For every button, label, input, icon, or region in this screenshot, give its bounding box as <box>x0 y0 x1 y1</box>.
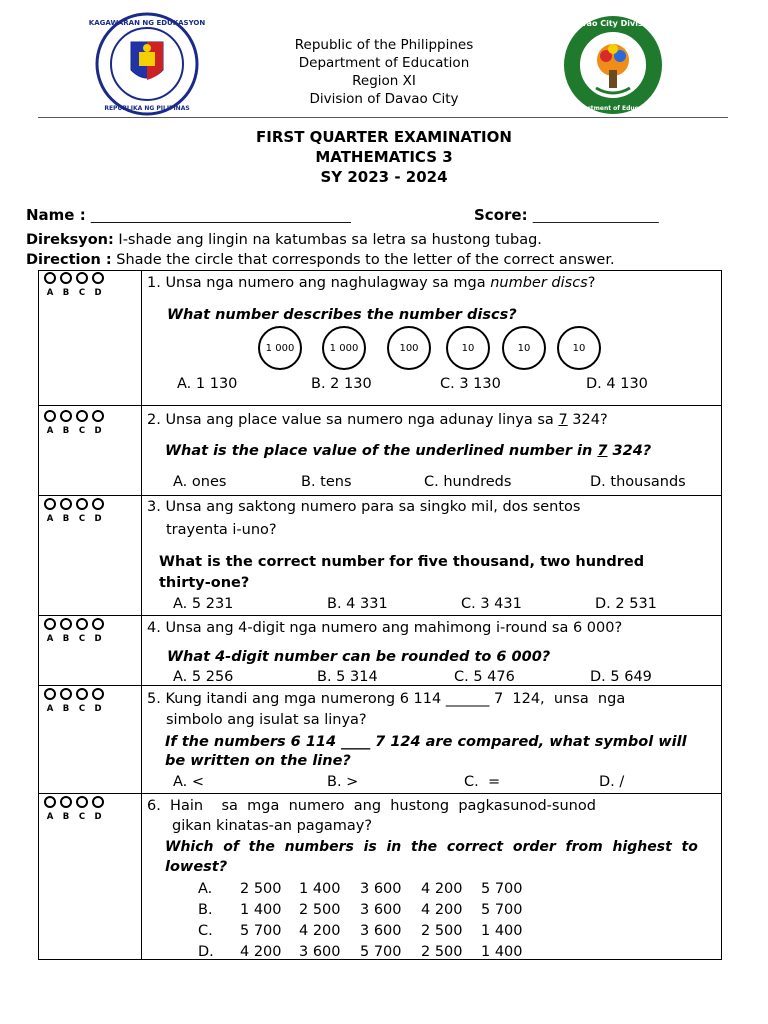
q1-cebuano: 1. Unsa nga numero ang naghulagway sa mga number discs? <box>147 275 596 291</box>
q5-english-line1: If the numbers 6 114 ____ 7 124 are compared, what symbol will <box>165 734 687 750</box>
direksyon-instruction <box>26 231 542 250</box>
direction-text: Shade the circle that corresponds to the letter of the correct answer. <box>111 252 615 268</box>
answer-bubble-d[interactable] <box>92 272 104 284</box>
bubble-letter: D <box>94 704 102 714</box>
bubble-letter: C <box>78 812 86 822</box>
bubble-letter: C <box>78 634 86 644</box>
direksyon-text: I-shade ang lingin na katumbas sa letra sa hustong tubag. <box>113 232 542 248</box>
bubble-letter: D <box>94 514 102 524</box>
answer-bubble-a[interactable] <box>44 796 56 808</box>
q6-option-letter[interactable]: D. <box>198 944 214 960</box>
q6-sequence-value: 3 600 <box>299 944 341 960</box>
answer-bubble-a[interactable] <box>44 498 56 510</box>
q6-sequence-value: 4 200 <box>299 923 341 939</box>
q6-sequence-value: 1 400 <box>299 881 341 897</box>
score-field[interactable]: _____________________ <box>532 209 659 223</box>
bubble-letter: D <box>94 426 102 436</box>
answer-bubbles-q1 <box>44 272 104 284</box>
q6-sequence-value: 2 500 <box>299 902 341 918</box>
number-disc: 1 000 <box>258 326 302 370</box>
bubble-letter: C <box>78 288 86 298</box>
answer-bubbles-q3 <box>44 498 104 510</box>
name-row <box>26 206 351 224</box>
q5-english-line2: be written on the line? <box>165 753 351 769</box>
q4-option-b[interactable]: B. 5 314 <box>317 669 378 685</box>
answer-bubble-a[interactable] <box>44 410 56 422</box>
answer-bubble-a[interactable] <box>44 688 56 700</box>
row-divider-5 <box>38 793 722 794</box>
q6-sequence-value: 2 500 <box>421 923 463 939</box>
q2-option-c[interactable]: C. hundreds <box>424 474 512 490</box>
q5-option-a[interactable]: A. < <box>173 774 205 790</box>
q6-english-line2: lowest? <box>165 859 228 875</box>
name-field[interactable]: ________________________________________ <box>90 209 351 224</box>
bubble-letter: B <box>62 426 70 436</box>
deped-seal-logo <box>88 12 206 116</box>
answer-bubble-a[interactable] <box>44 618 56 630</box>
answer-bubble-b[interactable] <box>60 618 72 630</box>
answer-bubbles-q5 <box>44 688 104 700</box>
q2-option-a[interactable]: A. ones <box>173 474 227 490</box>
q1-option-d[interactable]: D. 4 130 <box>586 376 648 392</box>
q6-sequence-value: 2 500 <box>240 881 282 897</box>
q4-option-d[interactable]: D. 5 649 <box>590 669 652 685</box>
header-republic: Republic of the Philippines <box>294 37 474 53</box>
exam-subject: MATHEMATICS 3 <box>315 148 453 166</box>
answer-bubble-c[interactable] <box>76 618 88 630</box>
bubble-letters-q6 <box>44 812 104 822</box>
direction-instruction <box>26 251 615 270</box>
direksyon-label: Direksyon: <box>26 232 114 248</box>
bubble-letter: A <box>46 704 54 714</box>
q6-sequence-value: 3 600 <box>360 902 402 918</box>
q3-option-b[interactable]: B. 4 331 <box>327 596 388 612</box>
score-row <box>474 206 659 224</box>
svg-text:Davao City Division: Davao City Division <box>569 19 657 28</box>
q6-option-letter[interactable]: C. <box>198 923 213 939</box>
q6-sequence-value: 1 400 <box>481 923 523 939</box>
answer-bubble-a[interactable] <box>44 272 56 284</box>
answer-bubble-c[interactable] <box>76 688 88 700</box>
bubble-letter: C <box>78 514 86 524</box>
number-disc: 10 <box>557 326 601 370</box>
svg-text:REPUBLIKA NG PILIPINAS: REPUBLIKA NG PILIPINAS <box>104 105 190 112</box>
number-disc: 100 <box>387 326 431 370</box>
bubble-letter: D <box>94 288 102 298</box>
header-region: Region XI <box>352 73 416 89</box>
answer-bubble-d[interactable] <box>92 498 104 510</box>
bubble-letters-q5 <box>44 704 104 714</box>
row-divider-2 <box>38 495 722 496</box>
bubble-letters-q4 <box>44 634 104 644</box>
header-department: Department of Education <box>298 55 470 71</box>
davao-division-seal-logo <box>562 14 664 116</box>
header-division: Division of Davao City <box>309 91 459 107</box>
bubble-letter: C <box>78 704 86 714</box>
q6-option-letter[interactable]: B. <box>198 902 213 918</box>
answer-bubbles-q2 <box>44 410 104 422</box>
answer-bubbles-q4 <box>44 618 104 630</box>
q5-option-b[interactable]: B. > <box>327 774 359 790</box>
bubble-letter: D <box>94 634 102 644</box>
number-disc: 1 000 <box>322 326 366 370</box>
bubble-letter: A <box>46 514 54 524</box>
q3-cebuano-line2: trayenta i-uno? <box>166 522 277 538</box>
q5-option-d[interactable]: D. / <box>599 774 625 790</box>
score-label: Score: <box>474 206 533 224</box>
answer-bubble-b[interactable] <box>60 410 72 422</box>
q4-english: What 4-digit number can be rounded to 6 000? <box>167 649 551 665</box>
answer-bubbles-q6 <box>44 796 104 808</box>
q6-sequence-value: 5 700 <box>240 923 282 939</box>
q6-english-line1: Which of the numbers is in the correct order from highest to <box>165 839 698 855</box>
name-label: Name : <box>26 206 91 224</box>
q4-option-a[interactable]: A. 5 256 <box>173 669 234 685</box>
svg-text:KAGAWARAN NG EDUKASYON: KAGAWARAN NG EDUKASYON <box>88 19 206 27</box>
answer-bubble-d[interactable] <box>92 688 104 700</box>
q4-option-c[interactable]: C. 5 476 <box>454 669 515 685</box>
bubble-letter: B <box>62 634 70 644</box>
q6-sequence-value: 1 400 <box>240 902 282 918</box>
bubble-letter: B <box>62 288 70 298</box>
q6-sequence-value: 5 700 <box>360 944 402 960</box>
q3-option-d[interactable]: D. 2 531 <box>595 596 657 612</box>
q6-sequence-value: 1 400 <box>481 944 523 960</box>
q3-english-line2: thirty-one? <box>159 575 250 591</box>
bubble-letter: D <box>94 812 102 822</box>
q6-sequence-value: 4 200 <box>421 902 463 918</box>
q6-sequence-value: 5 700 <box>481 881 523 897</box>
q2-option-b[interactable]: B. tens <box>301 474 352 490</box>
answer-bubble-b[interactable] <box>60 796 72 808</box>
answer-bubble-d[interactable] <box>92 410 104 422</box>
answer-bubble-b[interactable] <box>60 498 72 510</box>
bubble-letter: B <box>62 812 70 822</box>
q5-cebuano-line2: simbolo ang isulat sa linya? <box>166 712 367 728</box>
exam-title: FIRST QUARTER EXAMINATION <box>256 128 512 146</box>
q6-sequence-value: 4 200 <box>421 881 463 897</box>
q1-option-c[interactable]: C. 3 130 <box>440 376 501 392</box>
q3-english-line1: What is the correct number for five thousand, two hundred <box>159 554 645 570</box>
header-divider <box>38 117 728 118</box>
exam-year: SY 2023 - 2024 <box>320 168 448 186</box>
q6-sequence-value: 4 200 <box>240 944 282 960</box>
q2-english: What is the place value of the underlined number in 7 324? <box>165 443 652 459</box>
bubble-letters-q2 <box>44 426 104 436</box>
bubble-letter: B <box>62 514 70 524</box>
q6-sequence-value: 3 600 <box>360 923 402 939</box>
svg-text:Department of Education: Department of Education <box>570 105 656 112</box>
direction-label: Direction : <box>26 252 112 268</box>
q2-option-d[interactable]: D. thousands <box>590 474 686 490</box>
q5-option-c[interactable]: C. = <box>464 774 501 790</box>
q6-cebuano-line2: gikan kinatas-an pagamay? <box>172 818 373 834</box>
answer-bubble-b[interactable] <box>60 272 72 284</box>
q4-cebuano: 4. Unsa ang 4-digit nga numero ang mahimong i-round sa 6 000? <box>147 620 623 636</box>
bubble-letters-q3 <box>44 514 104 524</box>
bubble-letter: C <box>78 426 86 436</box>
q2-cebuano: 2. Unsa ang place value sa numero nga adunay linya sa 7 324? <box>147 412 608 428</box>
bubble-letter: B <box>62 704 70 714</box>
bubble-letter: A <box>46 634 54 644</box>
answer-bubble-d[interactable] <box>92 618 104 630</box>
answer-bubble-c[interactable] <box>76 410 88 422</box>
row-divider-3 <box>38 615 722 616</box>
bubble-letter: A <box>46 812 54 822</box>
answer-bubble-c[interactable] <box>76 272 88 284</box>
row-divider-1 <box>38 405 722 406</box>
q6-sequence-value: 3 600 <box>360 881 402 897</box>
number-disc: 10 <box>502 326 546 370</box>
answer-bubble-b[interactable] <box>60 688 72 700</box>
bubble-letter: A <box>46 426 54 436</box>
q3-option-c[interactable]: C. 3 431 <box>461 596 522 612</box>
q1-option-a[interactable]: A. 1 130 <box>177 376 238 392</box>
q6-sequence-value: 2 500 <box>421 944 463 960</box>
q1-option-b[interactable]: B. 2 130 <box>311 376 372 392</box>
q6-sequence-value: 5 700 <box>481 902 523 918</box>
q3-cebuano-line1: 3. Unsa ang saktong numero para sa singko mil, dos sentos <box>147 499 581 515</box>
answer-bubble-c[interactable] <box>76 498 88 510</box>
number-disc: 10 <box>446 326 490 370</box>
answer-bubble-d[interactable] <box>92 796 104 808</box>
q5-cebuano-line1: 5. Kung itandi ang mga numerong 6 114 ______ 7 124, unsa nga <box>147 691 626 707</box>
bubble-letters-q1 <box>44 288 104 298</box>
q6-cebuano-line1: 6. Hain sa mga numero ang hustong pagkasunod-sunod <box>147 798 596 814</box>
q3-option-a[interactable]: A. 5 231 <box>173 596 234 612</box>
bubble-letter: A <box>46 288 54 298</box>
answer-bubble-c[interactable] <box>76 796 88 808</box>
q1-english: What number describes the number discs? <box>167 307 517 323</box>
q6-option-letter[interactable]: A. <box>198 881 213 897</box>
